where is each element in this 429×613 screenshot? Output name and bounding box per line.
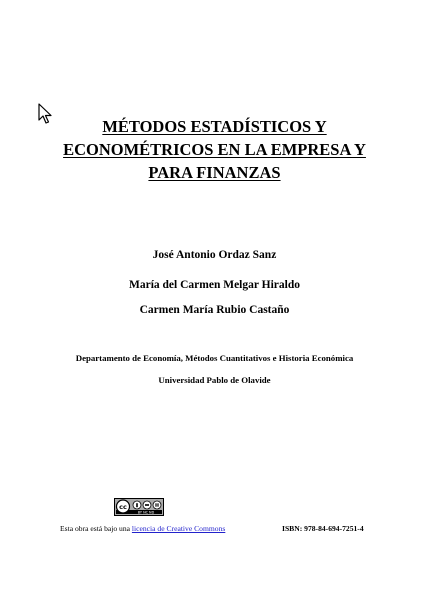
author-3: Carmen María Rubio Castaño	[139, 304, 290, 316]
title-line-3: PARA FINANZAS	[148, 163, 281, 182]
svg-text:BY NC ND: BY NC ND	[137, 510, 155, 515]
license-link[interactable]: licencia de Creative Commons	[131, 524, 226, 533]
title-line-1: MÉTODOS ESTADÍSTICOS Y	[102, 117, 327, 136]
isbn-label: ISBN: 978-84-694-7251-4	[282, 524, 364, 533]
title-line-2: ECONOMÉTRICOS EN LA EMPRESA Y	[63, 140, 366, 159]
svg-text:cc: cc	[119, 503, 127, 511]
license-prefix: Esta obra está bajo una	[60, 524, 132, 533]
creative-commons-badge-icon[interactable]	[114, 498, 164, 516]
license-notice	[60, 524, 225, 534]
author-1: José Antonio Ordaz Sanz	[152, 249, 277, 261]
university: Universidad Pablo de Olavide	[158, 375, 271, 385]
author-2: María del Carmen Melgar Hiraldo	[129, 279, 300, 291]
department: Departamento de Economía, Métodos Cuantitativos e Historia Económica	[75, 353, 354, 363]
document-title	[40, 115, 389, 184]
